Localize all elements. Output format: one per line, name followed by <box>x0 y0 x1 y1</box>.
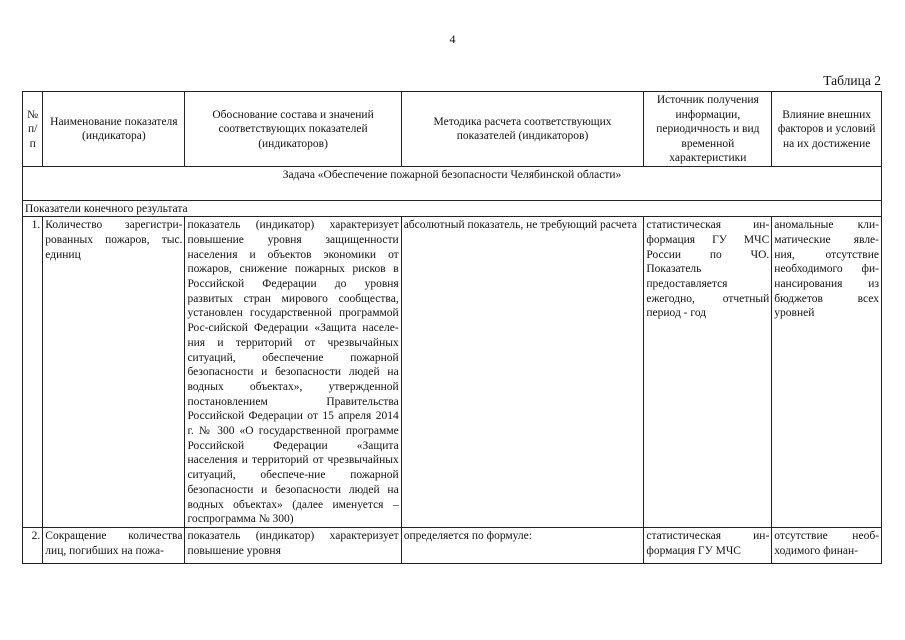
task-title: Задача «Обеспечение пожарной безопасности Челябинской области» <box>23 166 882 200</box>
indicator-factors: аномальные кли-матические явле-ния, отсутствие необходимого фи-нансирования из бюджетов всех уровней <box>772 217 882 528</box>
row-number: 2. <box>23 527 43 563</box>
indicator-name: Сокращение количества лиц, погибших на пожа- <box>43 527 185 563</box>
section-title: Показатели конечного результата <box>23 200 882 217</box>
header-basis: Обоснование состава и значений соответствующих показателей (индикаторов) <box>185 92 401 167</box>
indicator-method: определяется по формуле: <box>401 527 644 563</box>
indicators-table <box>22 91 882 564</box>
indicator-basis: показатель (индикатор) характеризует повышение уровня <box>185 527 401 563</box>
header-num: № п/п <box>23 92 43 167</box>
indicator-name: Количество зарегистри-рованных пожаров, тыс. единиц <box>43 217 185 528</box>
page-number: 4 <box>449 32 456 46</box>
row-number: 1. <box>23 217 43 528</box>
indicator-source: статистическая ин-формация ГУ МЧС России по ЧО. Показатель предоставляется ежегодно, отчетный период - год <box>644 217 772 528</box>
header-source: Источник получения информации, периодичность и вид временной характеристики <box>644 92 772 167</box>
indicator-source: статистическая ин-формация ГУ МЧС <box>644 527 772 563</box>
header-factors: Влияние внешних факторов и условий на их достижение <box>772 92 882 167</box>
indicator-factors: отсутствие необ-ходимого финан- <box>772 527 882 563</box>
section-row <box>23 200 882 217</box>
table-row <box>23 527 882 563</box>
table-header-row <box>23 92 882 167</box>
task-row <box>23 166 882 200</box>
indicator-method: абсолютный показатель, не требующий расчета <box>401 217 644 528</box>
header-name: Наименование показателя (индикатора) <box>43 92 185 167</box>
header-method: Методика расчета соответствующих показателей (индикаторов) <box>401 92 644 167</box>
table-row <box>23 217 882 528</box>
indicator-basis: показатель (индикатор) характеризует повышение уровня защищенности населения и объектов экономики от пожаров, снижение пожарных рисков в Российской Федерации до уровня развитых стран мирового сообщества, установлен государственной программой Рос-сийской Федерации «Защита населе-ния и территорий от чрезвычайных ситуаций, обеспечение пожарной безопасности и безопасности людей на водных объектах», утвержденной постановлением Правительства Российской Федерации от 15 апреля 2014 г. № 300 «О государственной программе Российской Федерации «Защита населения и территорий от чрезвычайных ситуаций, обеспече-ние пожарной безопасности и безопасности людей на водных объектах» (далее именуется – госпрограмма № 300) <box>185 217 401 528</box>
table-caption: Таблица 2 <box>823 73 881 88</box>
